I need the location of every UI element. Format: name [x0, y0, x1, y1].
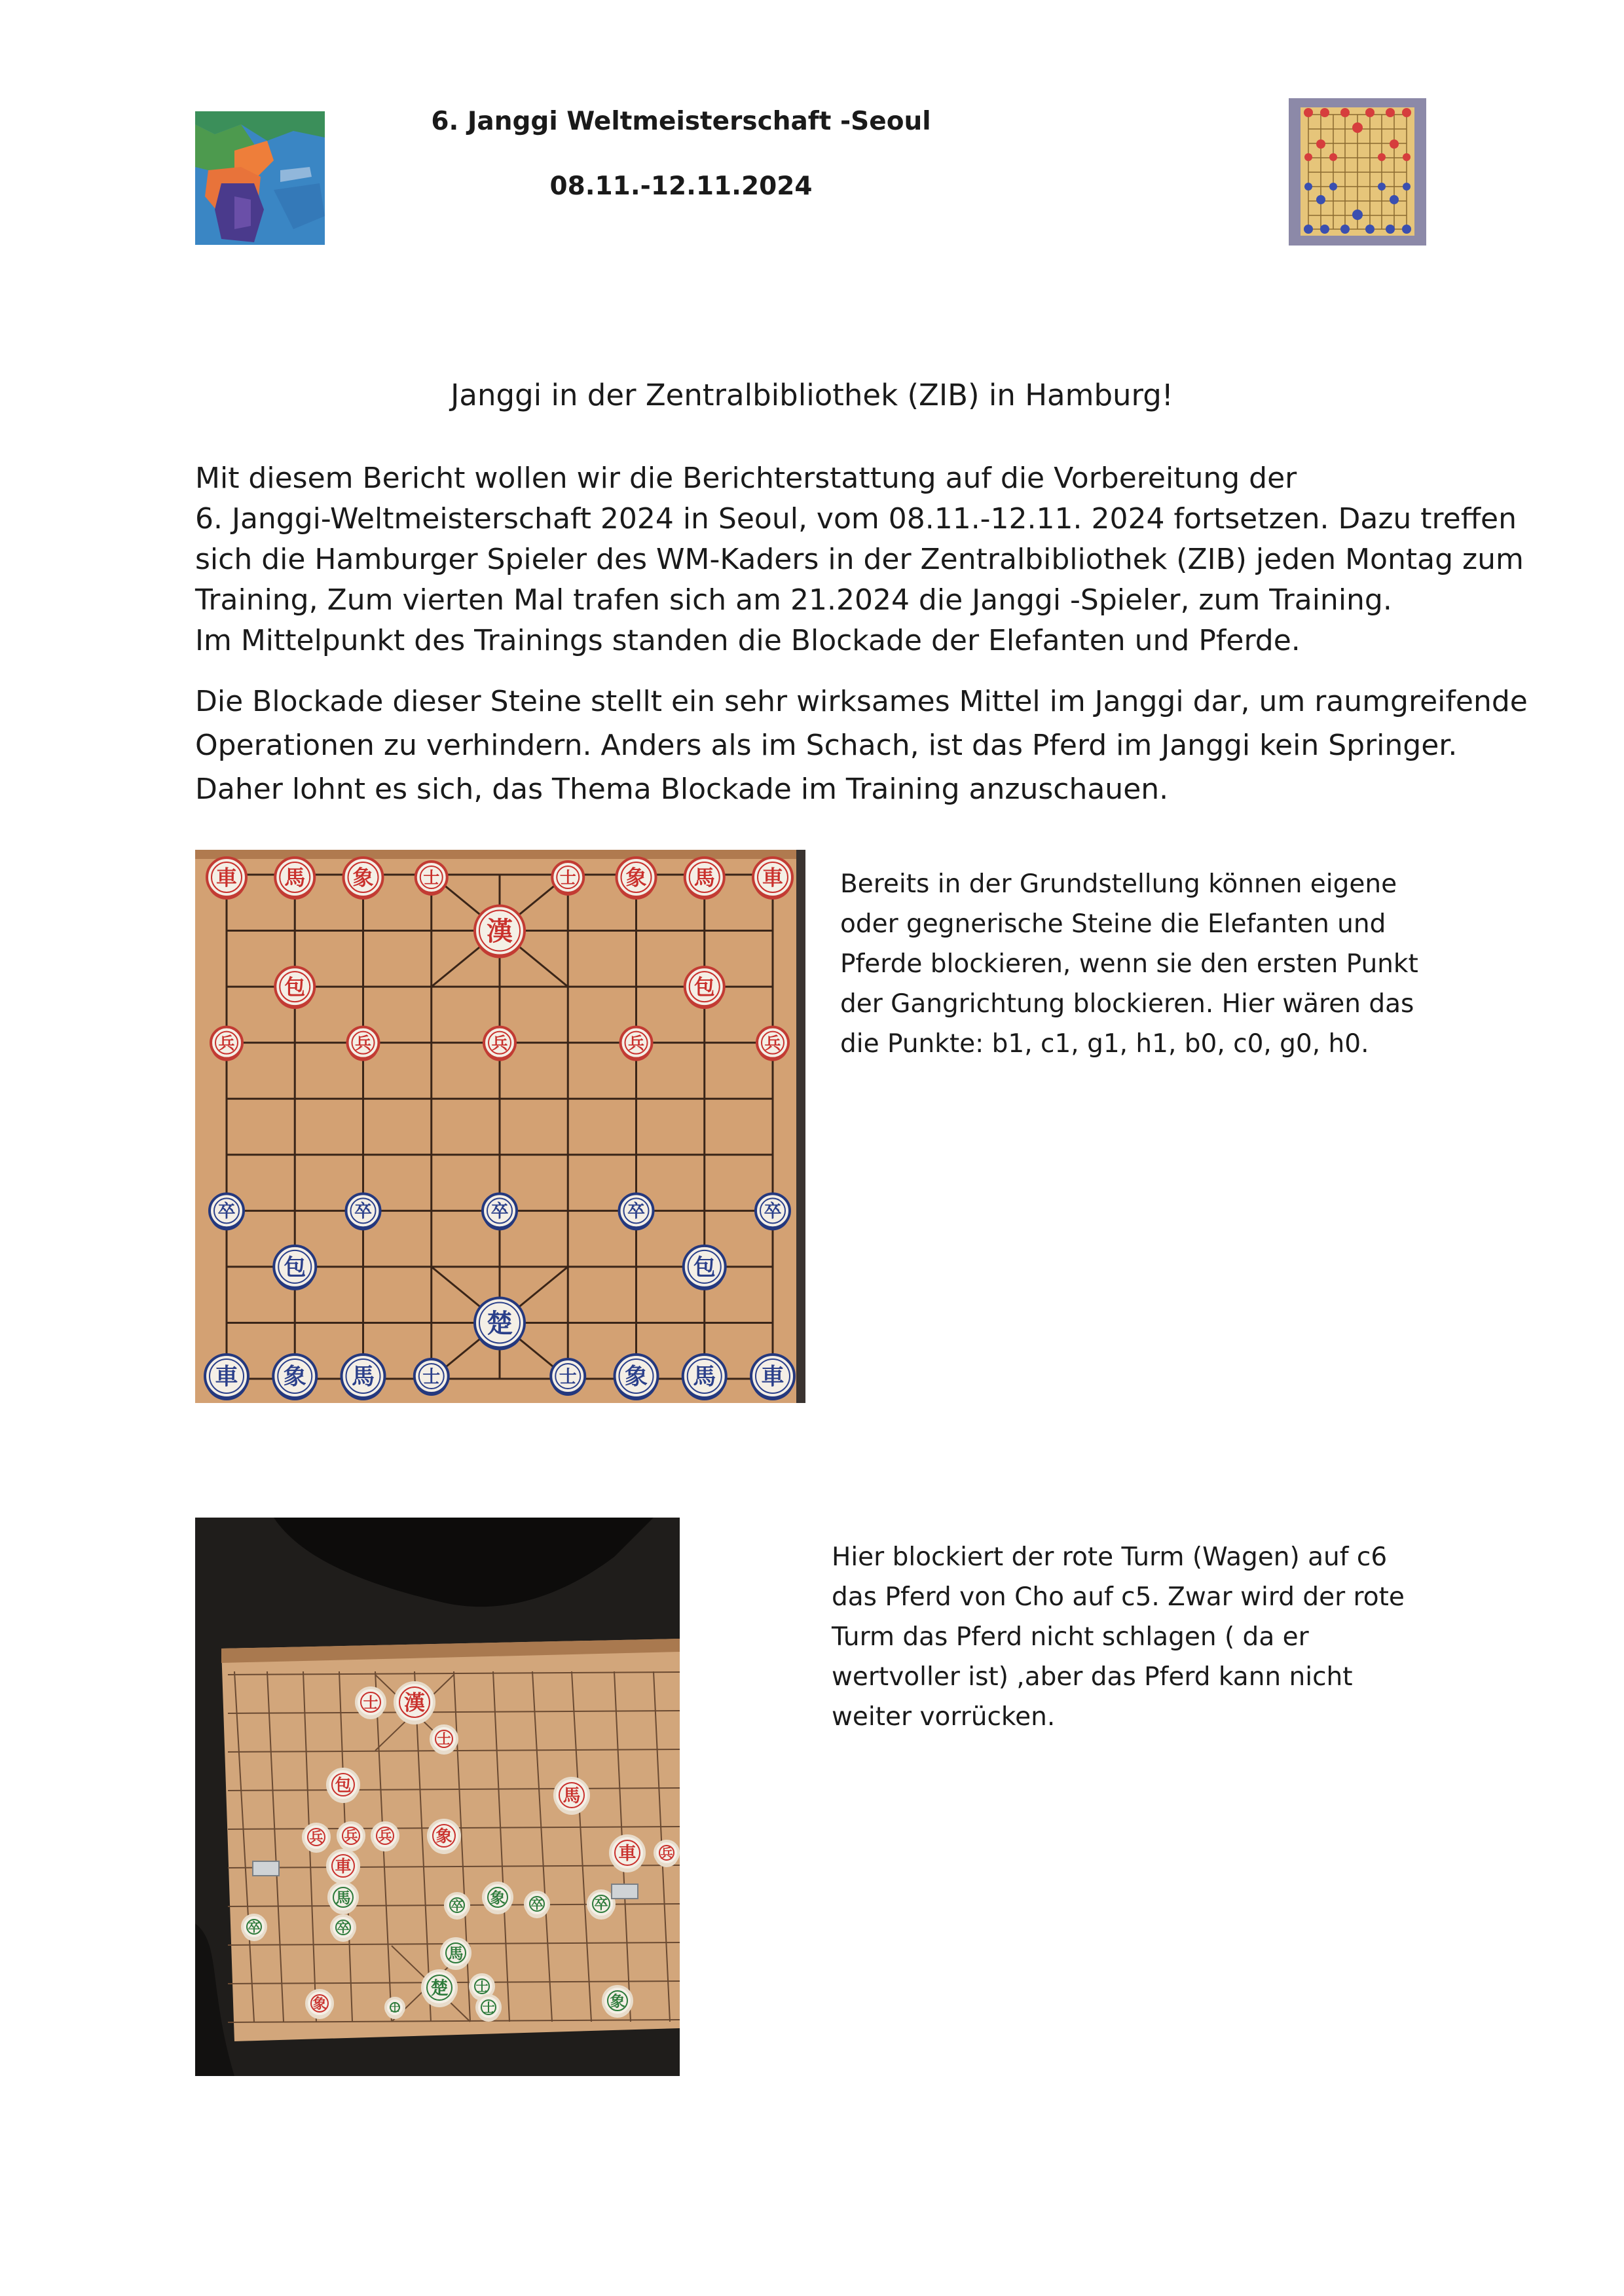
piece-glyph: 包 — [693, 974, 715, 1000]
piece-glyph: 卒 — [354, 1201, 372, 1222]
red-general-piece — [395, 1683, 434, 1724]
green-horse-piece — [441, 1939, 470, 1970]
blue-cannon-piece — [684, 1246, 726, 1290]
red-soldier-piece — [621, 1027, 652, 1061]
piece-glyph: 車 — [761, 1364, 784, 1391]
piece-glyph: 漢 — [403, 1690, 426, 1715]
green-soldier-piece — [445, 1893, 469, 1920]
blocker-tile — [253, 1861, 279, 1876]
piece-glyph: 象 — [610, 1993, 625, 2011]
blue-general-piece — [475, 1298, 525, 1350]
piece-glyph: 兵 — [218, 1033, 235, 1053]
blue-piece — [683, 1355, 726, 1400]
piece-glyph: 士 — [423, 868, 440, 888]
caption-line: Pferde blockieren, wenn sie den ersten Punkt — [840, 949, 1418, 979]
piece-glyph: 象 — [624, 1364, 648, 1391]
piece-glyph: 卒 — [594, 1896, 608, 1912]
red-soldier-piece — [484, 1027, 515, 1061]
piece-glyph: 兵 — [344, 1828, 358, 1844]
blockade-line: Operationen zu verhindern. Anders als im Schach, ist das Pferd im Janggi kein Springer. — [195, 729, 1458, 762]
piece-glyph: 兵 — [354, 1033, 372, 1053]
board-svg-1 — [195, 850, 805, 1403]
blue-soldier-piece — [210, 1194, 244, 1230]
piece-glyph: 包 — [284, 1254, 306, 1281]
red-soldier-piece — [303, 1824, 329, 1853]
green-guard-piece — [477, 1995, 500, 2022]
red-chariot-piece — [610, 1836, 644, 1872]
piece-glyph: 象 — [490, 1889, 506, 1907]
red-chariot-piece — [327, 1850, 359, 1884]
blue-piece — [342, 1355, 385, 1400]
piece-glyph: 包 — [693, 1254, 716, 1281]
blocker-tile — [612, 1884, 638, 1899]
piece-glyph: 車 — [762, 865, 784, 890]
green-guard-piece — [386, 1998, 404, 2019]
red-elephant-piece — [306, 1990, 333, 2019]
blue-soldier-piece — [756, 1194, 790, 1230]
red-piece — [552, 862, 583, 896]
piece-glyph: 馬 — [563, 1785, 581, 1806]
piece-glyph: 士 — [559, 1366, 577, 1387]
map-logo — [195, 111, 325, 245]
piece-glyph: 馬 — [351, 1364, 375, 1391]
red-piece — [207, 858, 246, 900]
intro-paragraph — [195, 458, 1524, 661]
blockade-position-photo — [195, 1518, 680, 2076]
blue-piece — [751, 1355, 794, 1400]
piece-glyph: 兵 — [309, 1829, 323, 1846]
red-piece — [617, 858, 656, 900]
blockade-line: Daher lohnt es sich, das Thema Blockade im Training anzuschauen. — [195, 773, 1169, 806]
piece-glyph: 馬 — [335, 1889, 351, 1907]
caption-line: weiter vorrücken. — [832, 1702, 1056, 1732]
piece-glyph: 象 — [283, 1364, 306, 1391]
intro-line: Mit diesem Bericht wollen wir die Berichterstattung auf die Vorbereitung der — [195, 462, 1297, 495]
red-guard-piece — [431, 1726, 457, 1755]
piece-glyph: 車 — [215, 1364, 238, 1391]
piece-glyph: 卒 — [248, 1920, 261, 1935]
piece-glyph: 卒 — [627, 1201, 645, 1222]
piece-glyph: 兵 — [491, 1033, 508, 1053]
piece-glyph: 象 — [625, 865, 647, 890]
intro-line: sich die Hamburger Spieler des WM-Kaders in der Zentralbibliothek (ZIB) jeden Montag zum — [195, 543, 1524, 576]
red-piece — [344, 858, 383, 900]
piece-glyph: 車 — [335, 1857, 352, 1876]
event-title: 6. Janggi Weltmeisterschaft -Seoul — [431, 107, 931, 136]
caption-line: der Gangrichtung blockieren. Hier wären das — [840, 989, 1414, 1019]
caption-line: wertvoller ist) ,aber das Pferd kann nicht — [832, 1662, 1353, 1692]
blockade-line: Die Blockade dieser Steine stellt ein sehr wirksames Mittel im Janggi dar, um raumgreifende — [195, 685, 1528, 718]
starting-position-photo — [195, 850, 805, 1403]
blue-piece — [273, 1355, 316, 1400]
blue-piece — [551, 1359, 585, 1396]
red-piece — [685, 858, 724, 900]
caption-line: Turm das Pferd nicht schlagen ( da er — [832, 1622, 1309, 1652]
caption-line: oder gegnerische Steine die Elefanten und — [840, 909, 1386, 939]
blue-cannon-piece — [274, 1246, 316, 1290]
caption-line: die Punkte: b1, c1, g1, h1, b0, c0, g0, h0. — [840, 1029, 1369, 1059]
red-cannon-piece — [685, 967, 724, 1009]
piece-glyph: 卒 — [217, 1201, 236, 1222]
red-soldier-piece — [338, 1823, 364, 1851]
red-soldier-piece — [757, 1027, 788, 1061]
piece-glyph: 馬 — [693, 865, 715, 890]
board-svg-2 — [195, 1518, 680, 2076]
piece-glyph: 車 — [215, 865, 238, 890]
caption-line: Hier blockiert der rote Turm (Wagen) auf c6 — [832, 1542, 1388, 1572]
piece-glyph: 卒 — [764, 1201, 782, 1222]
red-guard-piece — [356, 1688, 385, 1719]
blue-piece — [415, 1359, 449, 1396]
piece-glyph: 士 — [363, 1694, 378, 1712]
piece-glyph: 兵 — [627, 1033, 645, 1053]
piece-glyph: 象 — [435, 1827, 452, 1846]
intro-line: 6. Janggi-Weltmeisterschaft 2024 in Seoul, vom 08.11.-12.11. 2024 fortsetzen. Dazu treffen — [195, 502, 1517, 536]
caption-line: das Pferd von Cho auf c5. Zwar wird der rote — [832, 1582, 1405, 1612]
piece-glyph: 漢 — [487, 916, 513, 947]
caption-blockade — [832, 1537, 1421, 1737]
red-horse-piece — [555, 1778, 589, 1815]
article-heading: Janggi in der Zentralbibliothek (ZIB) in Hamburg! — [451, 378, 1173, 412]
red-soldier-piece — [348, 1027, 379, 1061]
piece-glyph: 象 — [352, 865, 374, 890]
piece-glyph: 包 — [335, 1776, 352, 1795]
green-elephant-piece — [603, 1986, 632, 2018]
green-soldier-piece — [525, 1892, 549, 1918]
red-piece — [753, 858, 792, 900]
red-soldier-piece — [211, 1027, 242, 1061]
intro-line: Training, Zum vierten Mal trafen sich am 21.2024 die Janggi -Spieler, zum Training. — [195, 583, 1392, 617]
piece-glyph: 卒 — [451, 1898, 464, 1913]
green-elephant-piece — [483, 1883, 512, 1914]
green-soldier-piece — [588, 1891, 614, 1920]
piece-glyph: 卒 — [490, 1201, 509, 1222]
green-soldier-piece — [331, 1916, 355, 1942]
red-elephant-piece — [428, 1820, 460, 1854]
blue-soldier-piece — [619, 1194, 654, 1230]
piece-glyph: 士 — [475, 1979, 489, 1994]
piece-glyph: 馬 — [284, 865, 306, 890]
caption-starting-position — [840, 864, 1430, 1064]
janggi-board-logo — [1289, 98, 1426, 246]
green-soldier-piece — [242, 1915, 266, 1941]
red-general-piece — [475, 906, 525, 958]
piece-glyph: 兵 — [378, 1828, 392, 1844]
piece-glyph: 士 — [482, 2000, 495, 2015]
red-cannon-piece — [327, 1769, 359, 1803]
piece-glyph: 卒 — [337, 1920, 350, 1935]
piece-glyph: 馬 — [448, 1945, 464, 1963]
piece-glyph: 士 — [437, 1731, 451, 1747]
red-soldier-piece — [655, 1841, 678, 1867]
intro-line: Im Mittelpunkt des Trainings standen die Blockade der Elefanten und Pferde. — [195, 624, 1301, 657]
piece-glyph: 馬 — [693, 1364, 716, 1391]
piece-glyph: 車 — [618, 1843, 637, 1864]
red-soldier-piece — [372, 1823, 398, 1851]
red-cannon-piece — [275, 967, 314, 1009]
blue-soldier-piece — [346, 1194, 380, 1230]
blue-soldier-piece — [483, 1194, 517, 1230]
piece-glyph: 兵 — [660, 1846, 673, 1861]
piece-glyph: 士 — [390, 2001, 400, 2014]
piece-glyph: 士 — [559, 868, 576, 888]
green-general-piece — [422, 1971, 456, 2007]
blue-piece — [205, 1355, 248, 1400]
green-horse-piece — [329, 1883, 358, 1914]
piece-glyph: 卒 — [530, 1897, 544, 1912]
piece-glyph: 象 — [312, 1995, 327, 2012]
piece-glyph: 士 — [422, 1366, 441, 1387]
blockade-paragraph — [195, 680, 1528, 811]
red-piece — [416, 862, 447, 896]
red-piece — [275, 858, 314, 900]
piece-glyph: 兵 — [764, 1033, 781, 1053]
blue-piece — [615, 1355, 658, 1400]
event-dates: 08.11.-12.11.2024 — [549, 172, 813, 201]
piece-glyph: 楚 — [430, 1978, 449, 1999]
piece-glyph: 包 — [284, 974, 306, 1000]
caption-line: Bereits in der Grundstellung können eigene — [840, 869, 1397, 899]
piece-glyph: 楚 — [487, 1308, 513, 1339]
